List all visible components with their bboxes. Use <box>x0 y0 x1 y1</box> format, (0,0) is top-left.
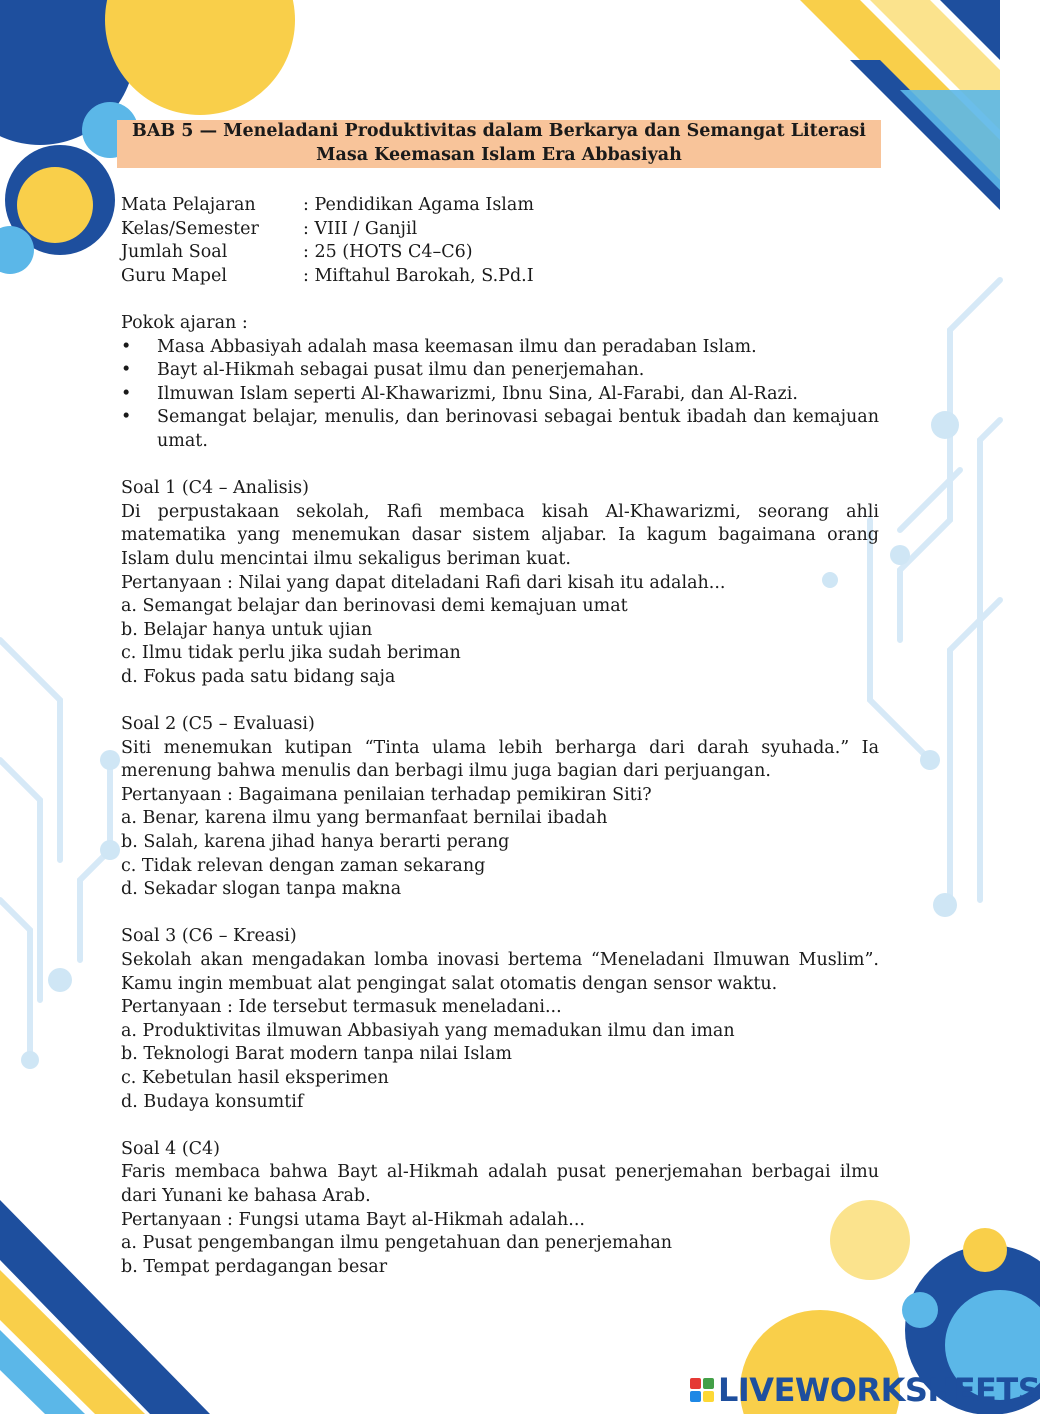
list-item: • Bayt al-Hikmah sebagai pusat ilmu dan penerjemahan. <box>121 360 645 381</box>
logo-square <box>703 1391 714 1402</box>
question-1 <box>121 477 879 689</box>
logo-square <box>690 1378 701 1389</box>
chapter-title: BAB 5 — Meneladani Produktivitas dalam Berkarya dan Semangat Literasi Masa Keemasan Islam Era Abbasiyah <box>117 120 881 168</box>
answer-option[interactable]: c. Ilmu tidak perlu jika sudah beriman <box>121 643 461 664</box>
question-heading: Soal 4 (C4) <box>121 1138 220 1159</box>
answer-option[interactable]: b. Tempat perdagangan besar <box>121 1256 388 1277</box>
worksheet-content <box>121 120 879 1279</box>
question-2 <box>121 713 879 902</box>
list-item: • Semangat belajar, menulis, dan berinovasi sebagai bentuk ibadah dan kemajuan umat. <box>121 407 879 451</box>
logo-square <box>703 1378 714 1389</box>
question-heading: Soal 3 (C6 – Kreasi) <box>121 926 297 947</box>
answer-option[interactable]: d. Sekadar slogan tanpa makna <box>121 879 402 900</box>
answer-option[interactable]: c. Tidak relevan dengan zaman sekarang <box>121 855 486 876</box>
question-3 <box>121 925 879 1114</box>
answer-option[interactable]: b. Salah, karena jihad hanya berarti perang <box>121 832 510 853</box>
list-item: • Ilmuwan Islam seperti Al-Khawarizmi, Ibnu Sina, Al-Farabi, dan Al-Razi. <box>121 383 798 404</box>
answer-option[interactable]: a. Benar, karena ilmu yang bermanfaat bernilai ibadah <box>121 808 608 829</box>
question-heading: Soal 2 (C5 – Evaluasi) <box>121 714 315 735</box>
answer-option[interactable]: a. Produktivitas ilmuwan Abbasiyah yang memadukan ilmu dan iman <box>121 1020 735 1041</box>
question-prompt: Pertanyaan : Ide tersebut termasuk meneladani... <box>121 997 562 1018</box>
question-story: Sekolah akan mengadakan lomba inovasi bertema “Meneladani Ilmuwan Muslim”. Kamu ingin membuat alat pengingat salat otomatis dengan sensor waktu. <box>121 950 879 994</box>
question-story: Siti menemukan kutipan “Tinta ulama lebih berharga dari darah syuhada.” Ia merenung bahwa menulis dan berbagi ilmu juga bagian dari perjuangan. <box>121 737 879 782</box>
logo-square <box>690 1391 701 1402</box>
question-story: Di perpustakaan sekolah, Rafi membaca kisah Al-Khawarizmi, seorang ahli matematika yang menemukan dasar sistem aljabar. Ia kagum bagaimana orang Islam dulu mencintai ilmu sekaligus beriman kuat. <box>121 501 879 569</box>
question-story: Faris membaca bahwa Bayt al-Hikmah adalah pusat penerjemahan berbagai ilmu dari Yunani ke bahasa Arab. <box>121 1162 879 1206</box>
question-heading: Soal 1 (C4 – Analisis) <box>121 478 309 499</box>
answer-option[interactable]: d. Budaya konsumtif <box>121 1091 304 1112</box>
meta-row: Kelas/Semester : VIII / Ganjil <box>121 218 418 239</box>
answer-option[interactable]: a. Semangat belajar dan berinovasi demi kemajuan umat <box>121 596 628 617</box>
answer-option[interactable]: c. Kebetulan hasil eksperimen <box>121 1067 389 1088</box>
answer-option[interactable]: d. Fokus pada satu bidang saja <box>121 666 396 687</box>
answer-option[interactable]: b. Teknologi Barat modern tanpa nilai Islam <box>121 1044 512 1065</box>
pokok-list <box>121 336 879 454</box>
pokok-heading: Pokok ajaran : <box>121 312 248 333</box>
meta-row: Jumlah Soal : 25 (HOTS C4–C6) <box>121 242 473 263</box>
question-prompt: Pertanyaan : Fungsi utama Bayt al-Hikmah adalah... <box>121 1209 585 1230</box>
meta-info <box>121 194 879 288</box>
meta-row: Mata Pelajaran : Pendidikan Agama Islam <box>121 195 534 215</box>
question-prompt: Pertanyaan : Nilai yang dapat diteladani Rafi dari kisah itu adalah... <box>121 572 726 593</box>
liveworksheets-logo: LIVEWORKSHEETS <box>690 1371 1040 1409</box>
list-item: • Masa Abbasiyah adalah masa keemasan ilmu dan peradaban Islam. <box>121 336 757 357</box>
question-4 <box>121 1138 879 1280</box>
logo-mark-icon <box>690 1378 714 1402</box>
meta-row: Guru Mapel : Miftahul Barokah, S.Pd.I <box>121 265 534 286</box>
answer-option[interactable]: a. Pusat pengembangan ilmu pengetahuan dan penerjemahan <box>121 1233 673 1254</box>
question-prompt: Pertanyaan : Bagaimana penilaian terhadap pemikiran Siti? <box>121 784 652 805</box>
answer-option[interactable]: b. Belajar hanya untuk ujian <box>121 619 373 640</box>
